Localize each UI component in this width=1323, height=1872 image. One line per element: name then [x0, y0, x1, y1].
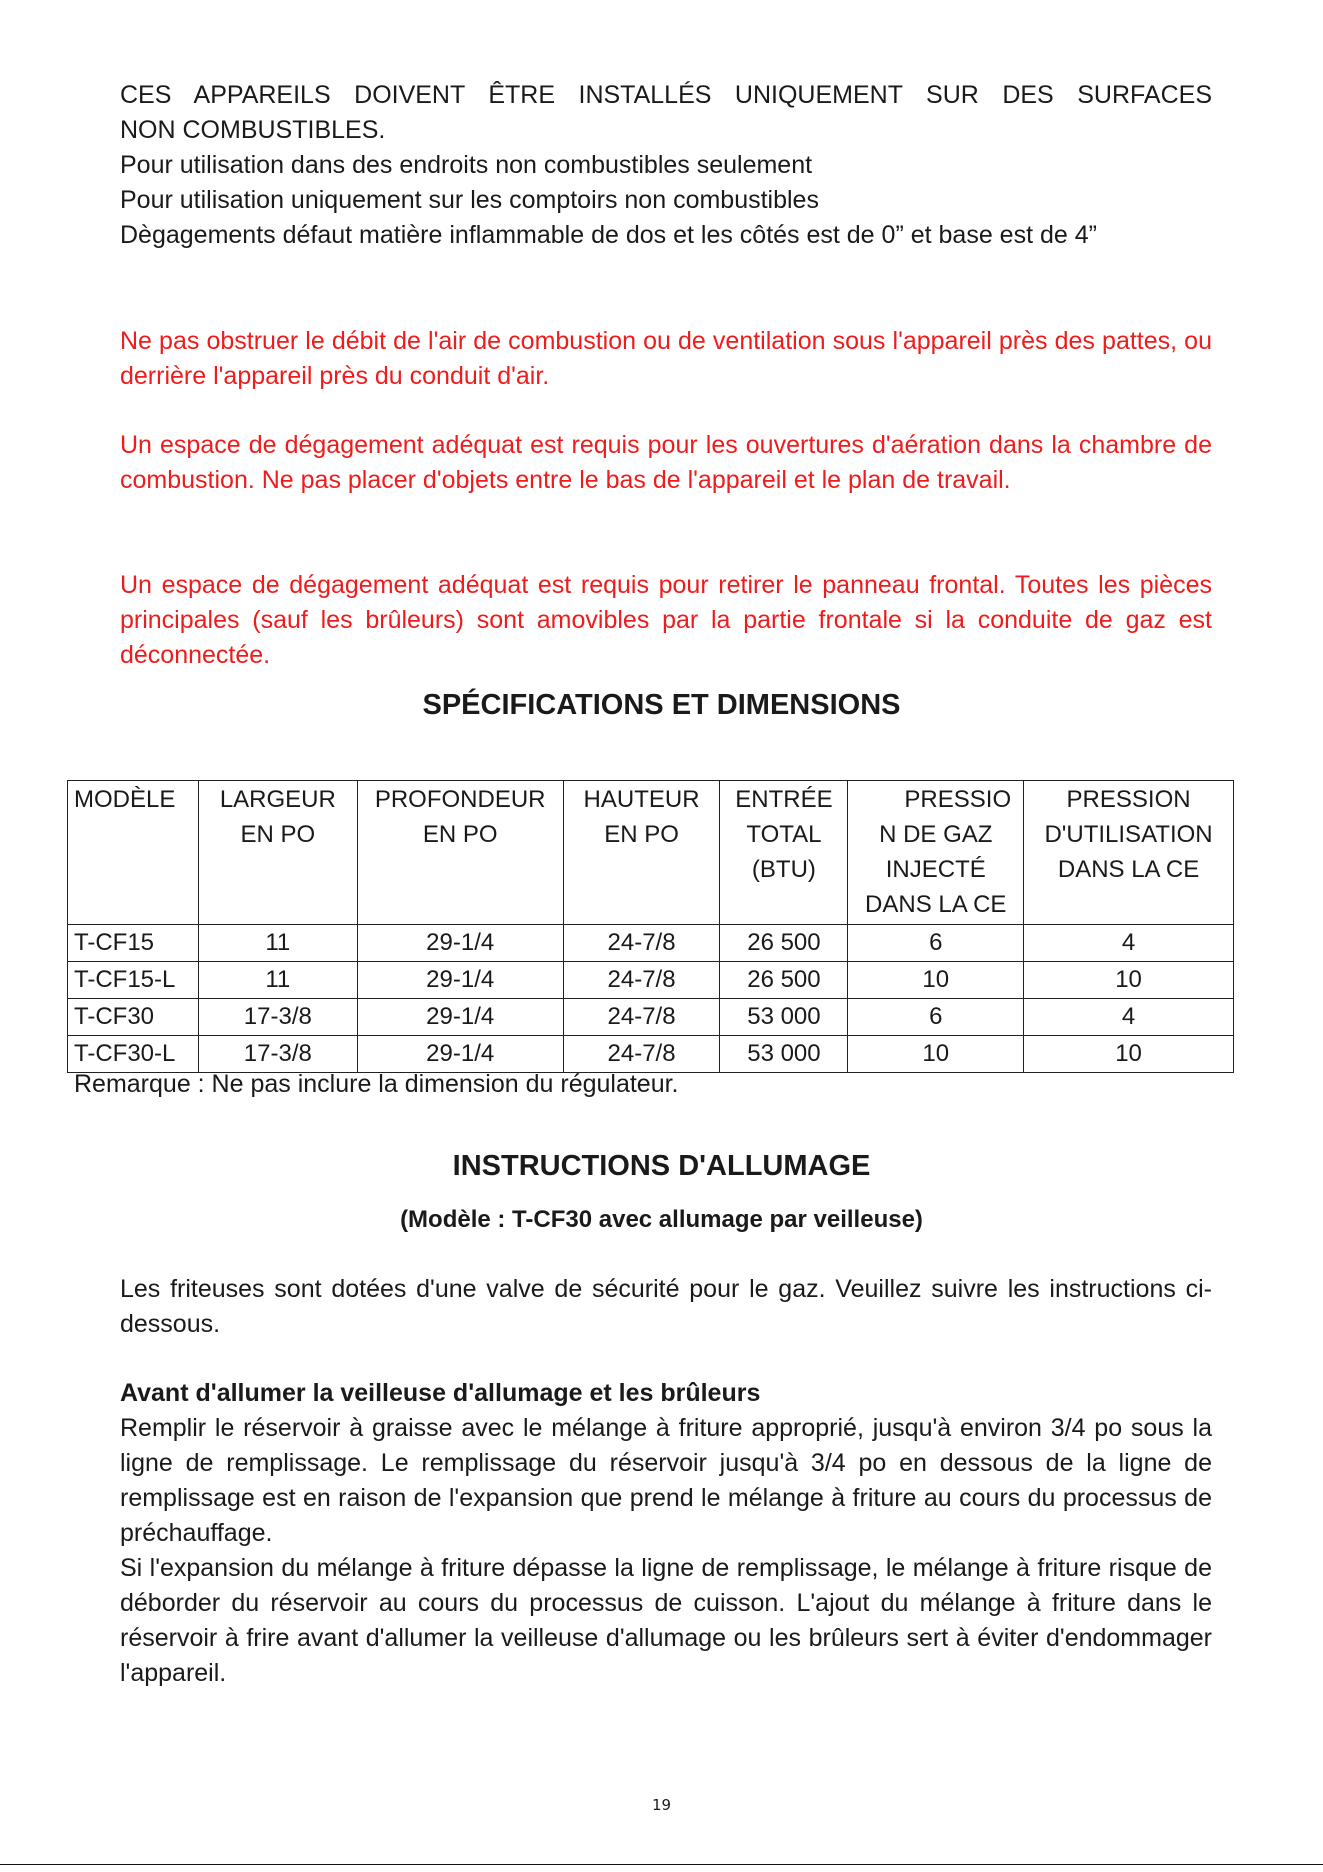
page-number: 19: [651, 1796, 672, 1814]
cell-height: 24-7/8: [563, 999, 720, 1036]
cell-injected-pressure: 6: [848, 925, 1024, 962]
header-depth: [357, 781, 563, 925]
header-operating-line-2: D'UTILISATION: [1044, 821, 1213, 848]
warning-front-panel-text: Un espace de dégagement adéquat est requis pour retirer le panneau frontal. Toutes les pièces principales (sauf les brûleurs) sont amovibles par la partie frontale si la conduite de gaz est déconnectée.: [120, 571, 1212, 669]
warning-airflow-text: Ne pas obstruer le débit de l'air de combustion ou de ventilation sous l'appareil près des pattes, ou derrière l'appareil près du conduit d'air.: [120, 327, 1212, 390]
header-input-line-3: (BTU): [751, 856, 816, 883]
table-row: [68, 1036, 1234, 1073]
header-model-line: MODÈLE: [74, 786, 176, 813]
header-width-line-1: LARGEUR: [219, 786, 336, 813]
warning-front-panel: [120, 568, 1212, 673]
header-model: [68, 781, 199, 925]
cell-depth: 29-1/4: [357, 925, 563, 962]
cell-depth: 29-1/4: [357, 962, 563, 999]
lighting-intro: [120, 1272, 1212, 1342]
overflow-warning-paragraph: Si l'expansion du mélange à friture dépasse la ligne de remplissage, le mélange à friture risque de déborder du réservoir au cours du processus de cuisson. L'ajout du mélange à friture dans le réservoir à frire avant d'allumer la veilleuse d'allumage ou les brûleurs sert à éviter d'endommager l'appareil.: [120, 1554, 1212, 1687]
cell-model: T-CF30-L: [68, 1036, 199, 1073]
header-operating-pressure: [1024, 781, 1234, 925]
warning-airflow: [120, 324, 1212, 394]
installation-notice: [120, 78, 1212, 253]
cell-model: T-CF15: [68, 925, 199, 962]
cell-operating-pressure: 10: [1024, 962, 1234, 999]
specs-header-row: [68, 781, 1234, 925]
header-input-line-1: ENTRÉE: [735, 786, 833, 813]
header-width-line-2: EN PO: [240, 821, 316, 848]
cell-injected-pressure: 10: [848, 1036, 1024, 1073]
specs-table: [67, 780, 1234, 1073]
header-input-line-2: TOTAL: [746, 821, 822, 848]
header-operating-line-3: DANS LA CE: [1057, 856, 1200, 883]
cell-width: 17-3/8: [198, 999, 357, 1036]
warning-combustion-text: Un espace de dégagement adéquat est requis pour les ouvertures d'aération dans la chambre de combustion. Ne pas placer d'objets entre le bas de l'appareil et le plan de travail.: [120, 431, 1212, 494]
lighting-intro-text: Les friteuses sont dotées d'une valve de sécurité pour le gaz. Veuillez suivre les instructions ci-dessous.: [120, 1275, 1212, 1338]
cell-input: 26 500: [720, 925, 848, 962]
warning-combustion-clearance: [120, 428, 1212, 498]
header-injected-line-1: PRESSIO: [904, 786, 1012, 813]
notice-line-4: Pour utilisation uniquement sur les comptoirs non combustibles: [120, 186, 819, 214]
notice-line-3: Pour utilisation dans des endroits non combustibles seulement: [120, 151, 813, 179]
header-injected-line-2: N DE GAZ: [879, 821, 993, 848]
before-lighting-section: [120, 1376, 1212, 1691]
cell-width: 17-3/8: [198, 1036, 357, 1073]
cell-model: T-CF15-L: [68, 962, 199, 999]
cell-depth: 29-1/4: [357, 1036, 563, 1073]
cell-depth: 29-1/4: [357, 999, 563, 1036]
notice-line-5: Dègagements défaut matière inflammable de dos et les côtés est de 0” et base est de 4”: [120, 221, 1097, 249]
table-row: [68, 999, 1234, 1036]
cell-operating-pressure: 4: [1024, 925, 1234, 962]
header-operating-line-1: PRESSION: [1066, 786, 1191, 813]
specs-title: SPÉCIFICATIONS ET DIMENSIONS: [422, 689, 901, 721]
header-input: [720, 781, 848, 925]
header-height: [563, 781, 720, 925]
header-injected-line-4: DANS LA CE: [865, 891, 1007, 918]
fill-instructions-paragraph: Remplir le réservoir à graisse avec le mélange à friture approprié, jusqu'à environ 3/4 po sous la ligne de remplissage. Le remplissage du réservoir jusqu'à 3/4 po en dessous de la ligne de remplissage est en raison de l'expansion que prend le mélange à friture au cours du processus de préchauffage.: [120, 1414, 1212, 1547]
header-depth-line-1: PROFONDEUR: [374, 786, 546, 813]
notice-line-1: CES APPAREILS DOIVENT ÊTRE INSTALLÉS UNIQUEMENT SUR DES SURFACES: [120, 81, 1212, 109]
cell-input: 26 500: [720, 962, 848, 999]
footer-divider: [0, 1864, 1323, 1865]
header-injected-line-3: INJECTÉ: [885, 856, 986, 883]
cell-width: 11: [198, 962, 357, 999]
cell-input: 53 000: [720, 1036, 848, 1073]
notice-line-2: NON COMBUSTIBLES.: [120, 116, 386, 144]
specs-note: Remarque : Ne pas inclure la dimension du régulateur.: [74, 1070, 679, 1098]
cell-injected-pressure: 10: [848, 962, 1024, 999]
table-row: [68, 925, 1234, 962]
cell-width: 11: [198, 925, 357, 962]
cell-height: 24-7/8: [563, 962, 720, 999]
table-row: [68, 962, 1234, 999]
lighting-title: INSTRUCTIONS D'ALLUMAGE: [452, 1150, 871, 1182]
cell-operating-pressure: 10: [1024, 1036, 1234, 1073]
header-depth-line-2: EN PO: [422, 821, 498, 848]
cell-height: 24-7/8: [563, 925, 720, 962]
cell-injected-pressure: 6: [848, 999, 1024, 1036]
lighting-subtitle: (Modèle : T-CF30 avec allumage par veilleuse): [400, 1206, 923, 1233]
cell-input: 53 000: [720, 999, 848, 1036]
cell-model: T-CF30: [68, 999, 199, 1036]
before-lighting-heading: Avant d'allumer la veilleuse d'allumage et les brûleurs: [120, 1379, 761, 1407]
cell-operating-pressure: 4: [1024, 999, 1234, 1036]
cell-height: 24-7/8: [563, 1036, 720, 1073]
header-width: [198, 781, 357, 925]
header-injected-pressure: [848, 781, 1024, 925]
header-height-line-1: HAUTEUR: [583, 786, 700, 813]
header-height-line-2: EN PO: [604, 821, 679, 848]
